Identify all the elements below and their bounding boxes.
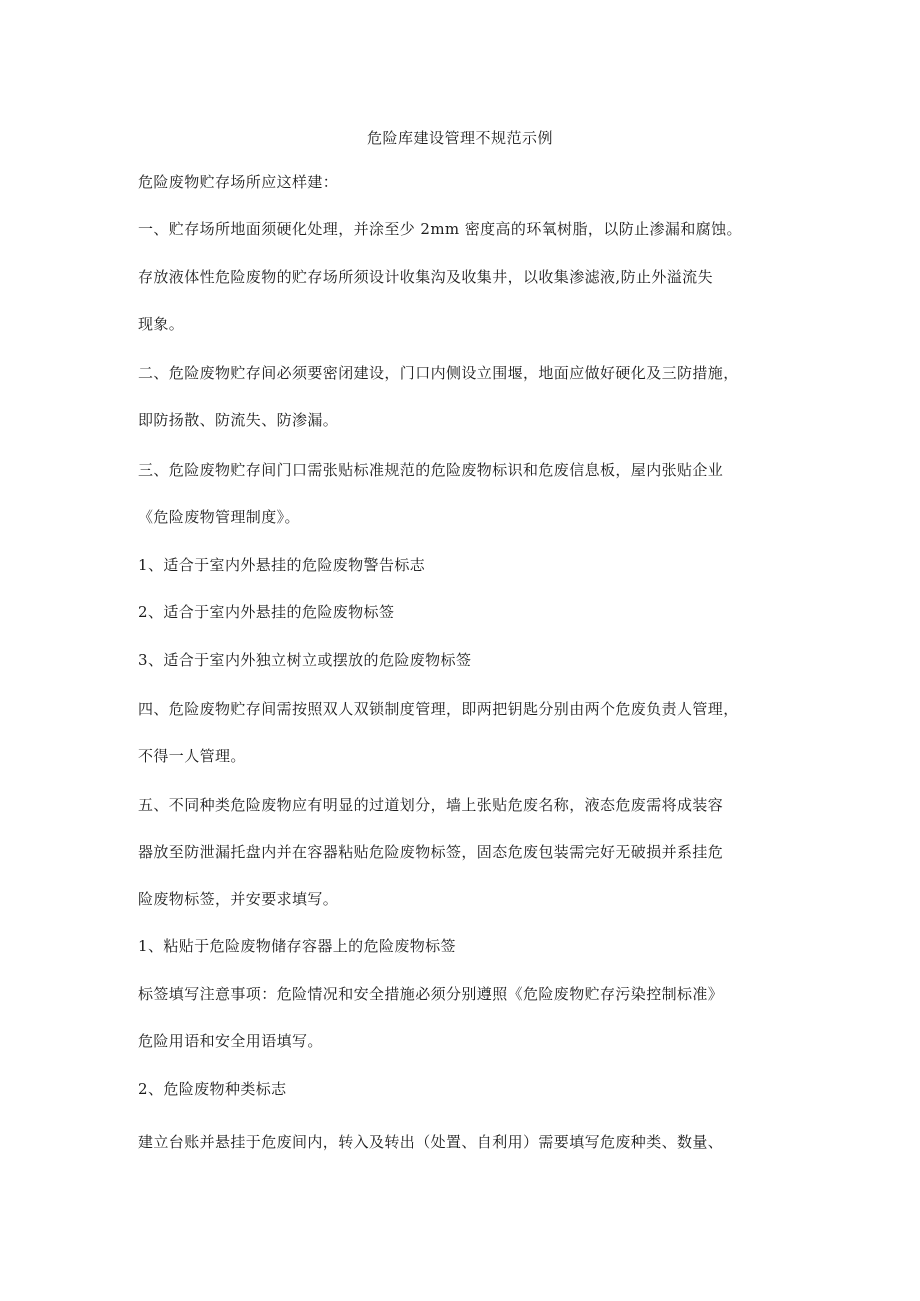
text-line: 危险废物贮存场所应这样建： <box>138 173 339 191</box>
text-line: 五、不同种类危险废物应有明显的过道划分，墙上张贴危废名称，液态危废需将成装容 <box>138 796 724 814</box>
text-line: 建立台账并悬挂于危废间内，转入及转出（处置、自利用）需要填写危废种类、数量、 <box>138 1133 724 1151</box>
text-line: 险废物标签，并安要求填写。 <box>138 890 339 908</box>
text-line: 3、适合于室内外独立树立或摆放的危险废物标签 <box>138 651 472 669</box>
text-line: 1、适合于室内外悬挂的危险废物警告标志 <box>138 556 426 574</box>
text-line: 《危险废物管理制度》。 <box>138 508 300 526</box>
text-line: 三、危险废物贮存间门口需张贴标准规范的危险废物标识和危废信息板，屋内张贴企业 <box>138 461 724 479</box>
text-line: 危险用语和安全用语填写。 <box>138 1032 323 1050</box>
text-line: 不得一人管理。 <box>138 747 246 765</box>
text-line: 2、危险废物种类标志 <box>138 1080 287 1098</box>
text-line: 即防扬散、防流失、防渗漏。 <box>138 411 339 429</box>
text-line: 1、粘贴于危险废物储存容器上的危险废物标签 <box>138 937 456 955</box>
text-line: 器放至防泄漏托盘内并在容器粘贴危险废物标签，固态危废包装需完好无破损并系挂危 <box>138 843 724 861</box>
text-line: 四、危险废物贮存间需按照双人双锁制度管理，即两把钥匙分别由两个危废负责人管理， <box>138 700 739 718</box>
document-title: 危险库建设管理不规范示例 <box>366 129 553 147</box>
text-line: 二、危险废物贮存间必须要密闭建设，门口内侧设立围堰，地面应做好硬化及三防措施， <box>138 364 739 382</box>
text-line: 现象。 <box>138 315 185 333</box>
text-line: 标签填写注意事项：危险情况和安全措施必须分别遵照《危险废物贮存污染控制标准》 <box>138 985 724 1003</box>
text-line: 2、适合于室内外悬挂的危险废物标签 <box>138 603 395 621</box>
text-line: 存放液体性危险废物的贮存场所须设计收集沟及收集井，以收集渗滤液,防止外溢流失 <box>138 268 713 286</box>
text-line: 一、贮存场所地面须硬化处理，并涂至少 2mm 密度高的环氧树脂，以防止渗漏和腐蚀。 <box>138 220 742 238</box>
